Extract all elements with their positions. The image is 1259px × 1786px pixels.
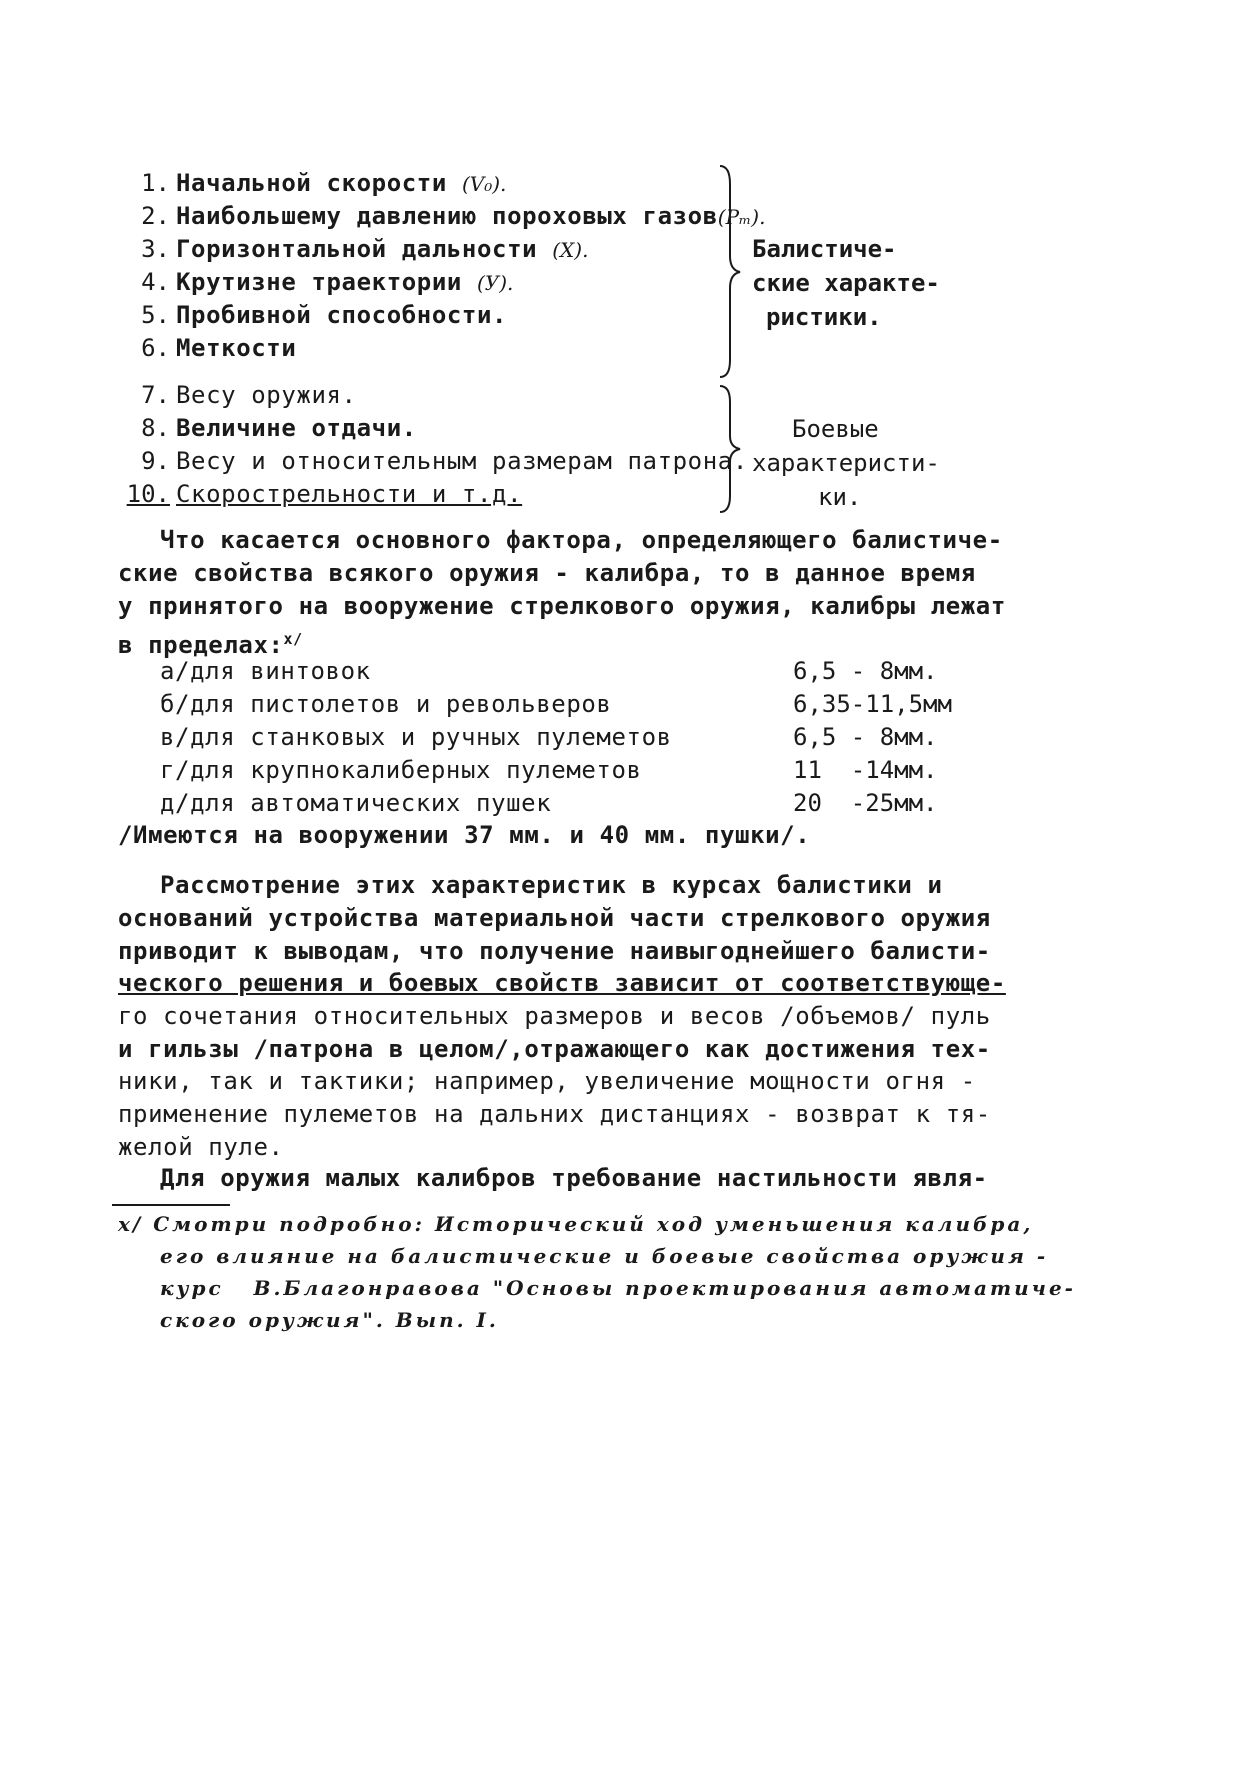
- paragraph-line: в пределах:$^{x/}$: [118, 630, 303, 659]
- list-number: 8.: [141, 414, 170, 442]
- list-item-text: Меткости: [176, 334, 297, 362]
- list-number: 7.: [141, 381, 170, 409]
- footnote-line: x/ Смотри подробно: Исторический ход уменьшения калибра,: [118, 1212, 1034, 1236]
- footnote-line: его влияние на балистические и боевые свойства оружия -: [160, 1244, 1049, 1268]
- list-number: 4.: [141, 268, 170, 296]
- paragraph-line: приводит к выводам, что получение наивыгоднейшего балисти-: [118, 937, 991, 965]
- formula-symbol: (X).: [552, 238, 589, 262]
- paragraph-line: ские свойства всякого оружия - калибра, то в данное время: [118, 559, 976, 587]
- list-item-text: Пробивной способности.: [176, 301, 508, 329]
- caliber-label: г/для крупнокалиберных пулеметов: [160, 756, 642, 784]
- paragraph-line: Рассмотрение этих характеристик в курсах балистики и: [160, 871, 943, 899]
- list-item-text: Весу оружия.: [176, 381, 357, 409]
- ballistic-label-line: ские характе-: [752, 269, 940, 297]
- caliber-label: в/для станковых и ручных пулеметов: [160, 723, 672, 751]
- footnote-mark: x/: [283, 630, 303, 648]
- paragraph-line: ники, так и тактики; например, увеличение мощности огня -: [118, 1067, 976, 1095]
- paragraph-line: у принятого на вооружение стрелкового оружия, калибры лежат: [118, 592, 1006, 620]
- formula-symbol: (V₀).: [461, 172, 507, 196]
- caliber-label: д/для автоматических пушек: [160, 789, 552, 817]
- ballistic-label-line: ристики.: [766, 303, 882, 331]
- list-number: 1.: [141, 169, 170, 197]
- caliber-value: 20 -25мм.: [793, 789, 938, 817]
- caliber-label: б/для пистолетов и револьверов: [160, 690, 612, 718]
- paragraph-line: Что касается основного фактора, определяющего балистиче-: [160, 526, 1003, 554]
- list-number: 5.: [141, 301, 170, 329]
- right-brace-icon: [716, 164, 746, 379]
- list-item-text: Горизонтальной дальности (X).: [176, 235, 589, 263]
- list-item-text: Наибольшему давлению пороховых газов(Pₘ).: [176, 202, 766, 230]
- list-number: 9.: [141, 447, 170, 475]
- footnote-line: ского оружия". Вып. I.: [160, 1308, 499, 1332]
- list-number: 10.: [126, 480, 170, 508]
- paragraph-line: Для оружия малых калибров требование настильности явля-: [160, 1164, 988, 1192]
- right-brace-icon: [716, 384, 746, 514]
- caliber-value: 11 -14мм.: [793, 756, 938, 784]
- caliber-value: 6,5 - 8мм.: [793, 657, 938, 685]
- paragraph-line: применение пулеметов на дальних дистанциях - возврат к тя-: [118, 1100, 991, 1128]
- paragraph-line: и гильзы /патрона в целом/,отражающего как достижения тех-: [118, 1035, 991, 1063]
- paragraph-line: желой пуле.: [118, 1133, 284, 1161]
- caliber-value: 6,35-11,5мм: [793, 690, 952, 718]
- paragraph-line: го сочетания относительных размеров и весов /объемов/ пуль: [118, 1002, 991, 1030]
- list-item-text: Весу и относительным размерам патрона.: [176, 447, 748, 475]
- list-number: 3.: [141, 235, 170, 263]
- footnote-line: курс В.Благонравова "Основы проектирования автоматиче-: [160, 1276, 1076, 1300]
- combat-label-line: характеристи-: [752, 449, 940, 477]
- formula-symbol: (Pₘ).: [717, 205, 766, 229]
- footnote-separator: [112, 1204, 230, 1206]
- combat-label-line: ки.: [818, 483, 862, 511]
- ballistic-label-line: Балистиче-: [752, 235, 897, 263]
- combat-label-line: Боевые: [792, 415, 879, 443]
- caliber-note: /Имеются на вооружении 37 мм. и 40 мм. пушки/.: [118, 821, 811, 849]
- caliber-label: а/для винтовок: [160, 657, 371, 685]
- paragraph-line: оснований устройства материальной части стрелкового оружия: [118, 904, 991, 932]
- list-number: 6.: [141, 334, 170, 362]
- formula-symbol: (У).: [477, 271, 514, 295]
- caliber-value: 6,5 - 8мм.: [793, 723, 938, 751]
- list-item-text: Начальной скорости (V₀).: [176, 169, 507, 197]
- list-item-text: Величине отдачи.: [176, 414, 417, 442]
- list-item-text: Скорострельности и т.д.: [176, 480, 523, 508]
- paragraph-line: ческого решения и боевых свойств зависит от соответствующе-: [118, 969, 1006, 997]
- list-item-text: Крутизне траектории (У).: [176, 268, 514, 296]
- list-number: 2.: [141, 202, 170, 230]
